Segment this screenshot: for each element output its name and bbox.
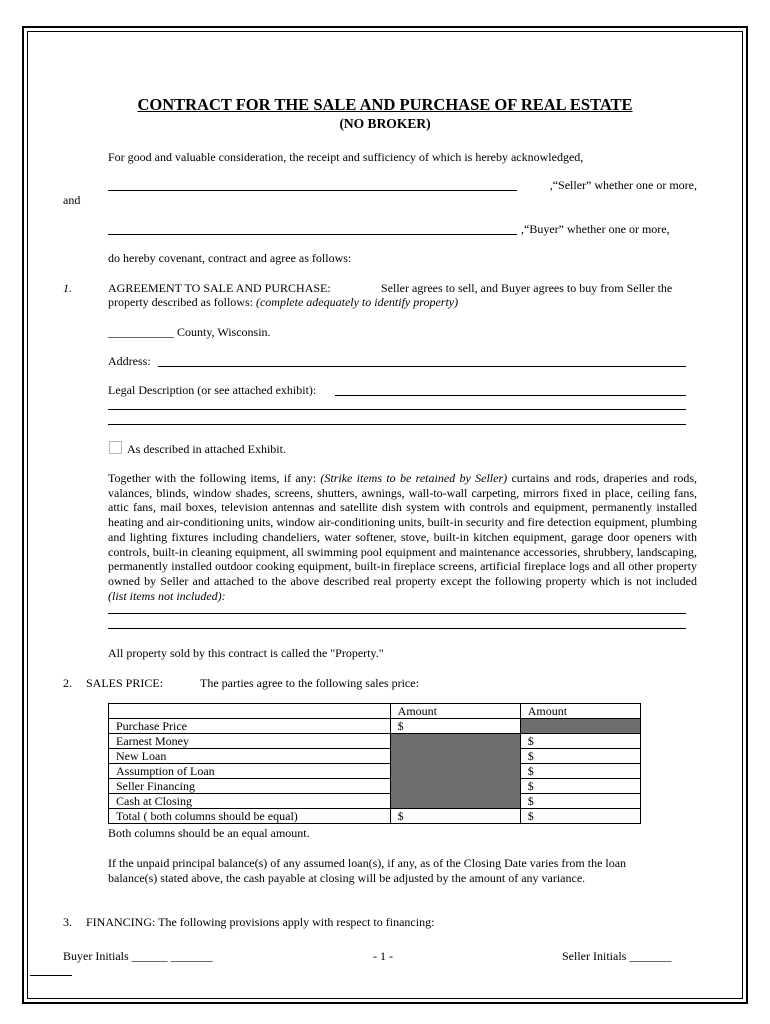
row-amount-1-shaded [390,734,520,749]
section-1-text-2: property described as follows: (complete adequately to identify property) [108,295,459,309]
amount-header-1: Amount [390,704,520,719]
row-label: Total ( both columns should be equal) [109,809,391,824]
row-amount-2[interactable]: $ [520,809,640,824]
row-amount-2-shaded [520,719,640,734]
table-row [109,794,641,809]
exhibit-checkbox[interactable] [109,441,122,454]
amount-header-2: Amount [520,704,640,719]
included-items-paragraph: Together with the following items, if any: (Strike items to be retained by Seller) curtains and rods, draperies and rods, valances, blinds, window shades, screens, shutters, awnings, wall-to-wall carpeting, mirrors fixed in place, ceiling fans, attic fans, mail boxes, television antennas and satellite dish system with controls and equipment, permanently installed heating and air-conditioning units, window air-conditioning units, built-in security and fire detection equipment, plumbing and lighting fixtures including chandeliers, water softener, stove, built-in kitchen equipment, garage door openers with controls, built-in cleaning equipment, all swimming pool equipment and maintenance accessories, shrubbery, landscaping, permanently installed outdoor cooking equipment, built-in fireplace screens, artificial fireplace logs and all other property owned by Seller and attached to the above described real property except the following property which is not included (list items not included): [108,471,698,603]
address-line[interactable] [158,366,686,367]
row-amount-2[interactable]: $ [520,794,640,809]
legal-description-line-1[interactable] [335,395,686,396]
row-amount-1-shaded [390,749,520,764]
row-amount-2[interactable]: $ [520,779,640,794]
section-2-number: 2. [63,676,72,690]
section-2-text: The parties agree to the following sales price: [200,676,419,690]
row-amount-1-shaded [390,764,520,779]
row-label: Earnest Money [109,734,391,749]
seller-initials[interactable]: Seller Initials _______ [562,949,672,963]
county-line: ___________ County, Wisconsin. [108,325,271,339]
table-row [109,749,641,764]
row-label: Purchase Price [109,719,391,734]
buyer-initials[interactable]: Buyer Initials ______ _______ [63,949,213,963]
legal-description-line-2[interactable] [108,409,686,410]
address-label: Address: [108,354,151,368]
section-1-heading: AGREEMENT TO SALE AND PURCHASE: [108,281,331,295]
legal-description-label: Legal Description (or see attached exhibit): [108,383,317,397]
intro-text: For good and valuable consideration, the receipt and sufficiency of which is hereby acknowledged, [108,150,584,164]
document-title: CONTRACT FOR THE SALE AND PURCHASE OF REAL ESTATE [137,95,633,114]
sales-price-table [108,703,641,824]
unpaid-balance-text-1: If the unpaid principal balance(s) of any assumed loan(s), if any, as of the Closing Date varies from the loan [108,856,627,870]
section-3-number: 3. [63,915,72,929]
row-amount-1-shaded [390,794,520,809]
row-amount-1-shaded [390,779,520,794]
row-label: Assumption of Loan [109,764,391,779]
excluded-items-line-2[interactable] [108,628,686,629]
legal-description-line-3[interactable] [108,424,686,425]
section-1-text: Seller agrees to sell, and Buyer agrees to buy from Seller the [381,281,673,295]
table-row [109,764,641,779]
row-label: Seller Financing [109,779,391,794]
page-number: - 1 - [373,949,393,963]
table-header-blank [109,704,391,719]
document-subtitle: (NO BROKER) [339,116,431,131]
table-row [109,779,641,794]
section-1-number: 1. [63,281,72,295]
table-note: Both columns should be an equal amount. [108,826,310,840]
seller-name-line[interactable] [108,190,517,191]
section-3-text: FINANCING: The following provisions apply with respect to financing: [86,915,435,929]
unpaid-balance-text-2: balance(s) stated above, the cash payable at closing will be adjusted by the amount of any variance. [108,871,586,885]
row-amount-2[interactable]: $ [520,764,640,779]
row-label: Cash at Closing [109,794,391,809]
buyer-name-line[interactable] [108,234,517,235]
row-amount-2[interactable]: $ [520,734,640,749]
section-2-heading: SALES PRICE: [86,676,164,690]
row-amount-1[interactable]: $ [390,809,520,824]
buyer-label: ,“Buyer” whether one or more, [521,222,670,236]
table-row [109,734,641,749]
row-amount-2[interactable]: $ [520,749,640,764]
exhibit-label: As described in attached Exhibit. [127,442,286,456]
property-note: All property sold by this contract is called the "Property." [108,646,384,660]
covenant-text: do hereby covenant, contract and agree as follows: [108,251,352,265]
table-row [109,719,641,734]
footnote-separator [30,975,72,976]
row-amount-1[interactable]: $ [390,719,520,734]
table-row [109,809,641,824]
and-label: and [63,193,81,207]
row-label: New Loan [109,749,391,764]
excluded-items-line-1[interactable] [108,613,686,614]
seller-label: ,“Seller” whether one or more, [549,178,697,192]
